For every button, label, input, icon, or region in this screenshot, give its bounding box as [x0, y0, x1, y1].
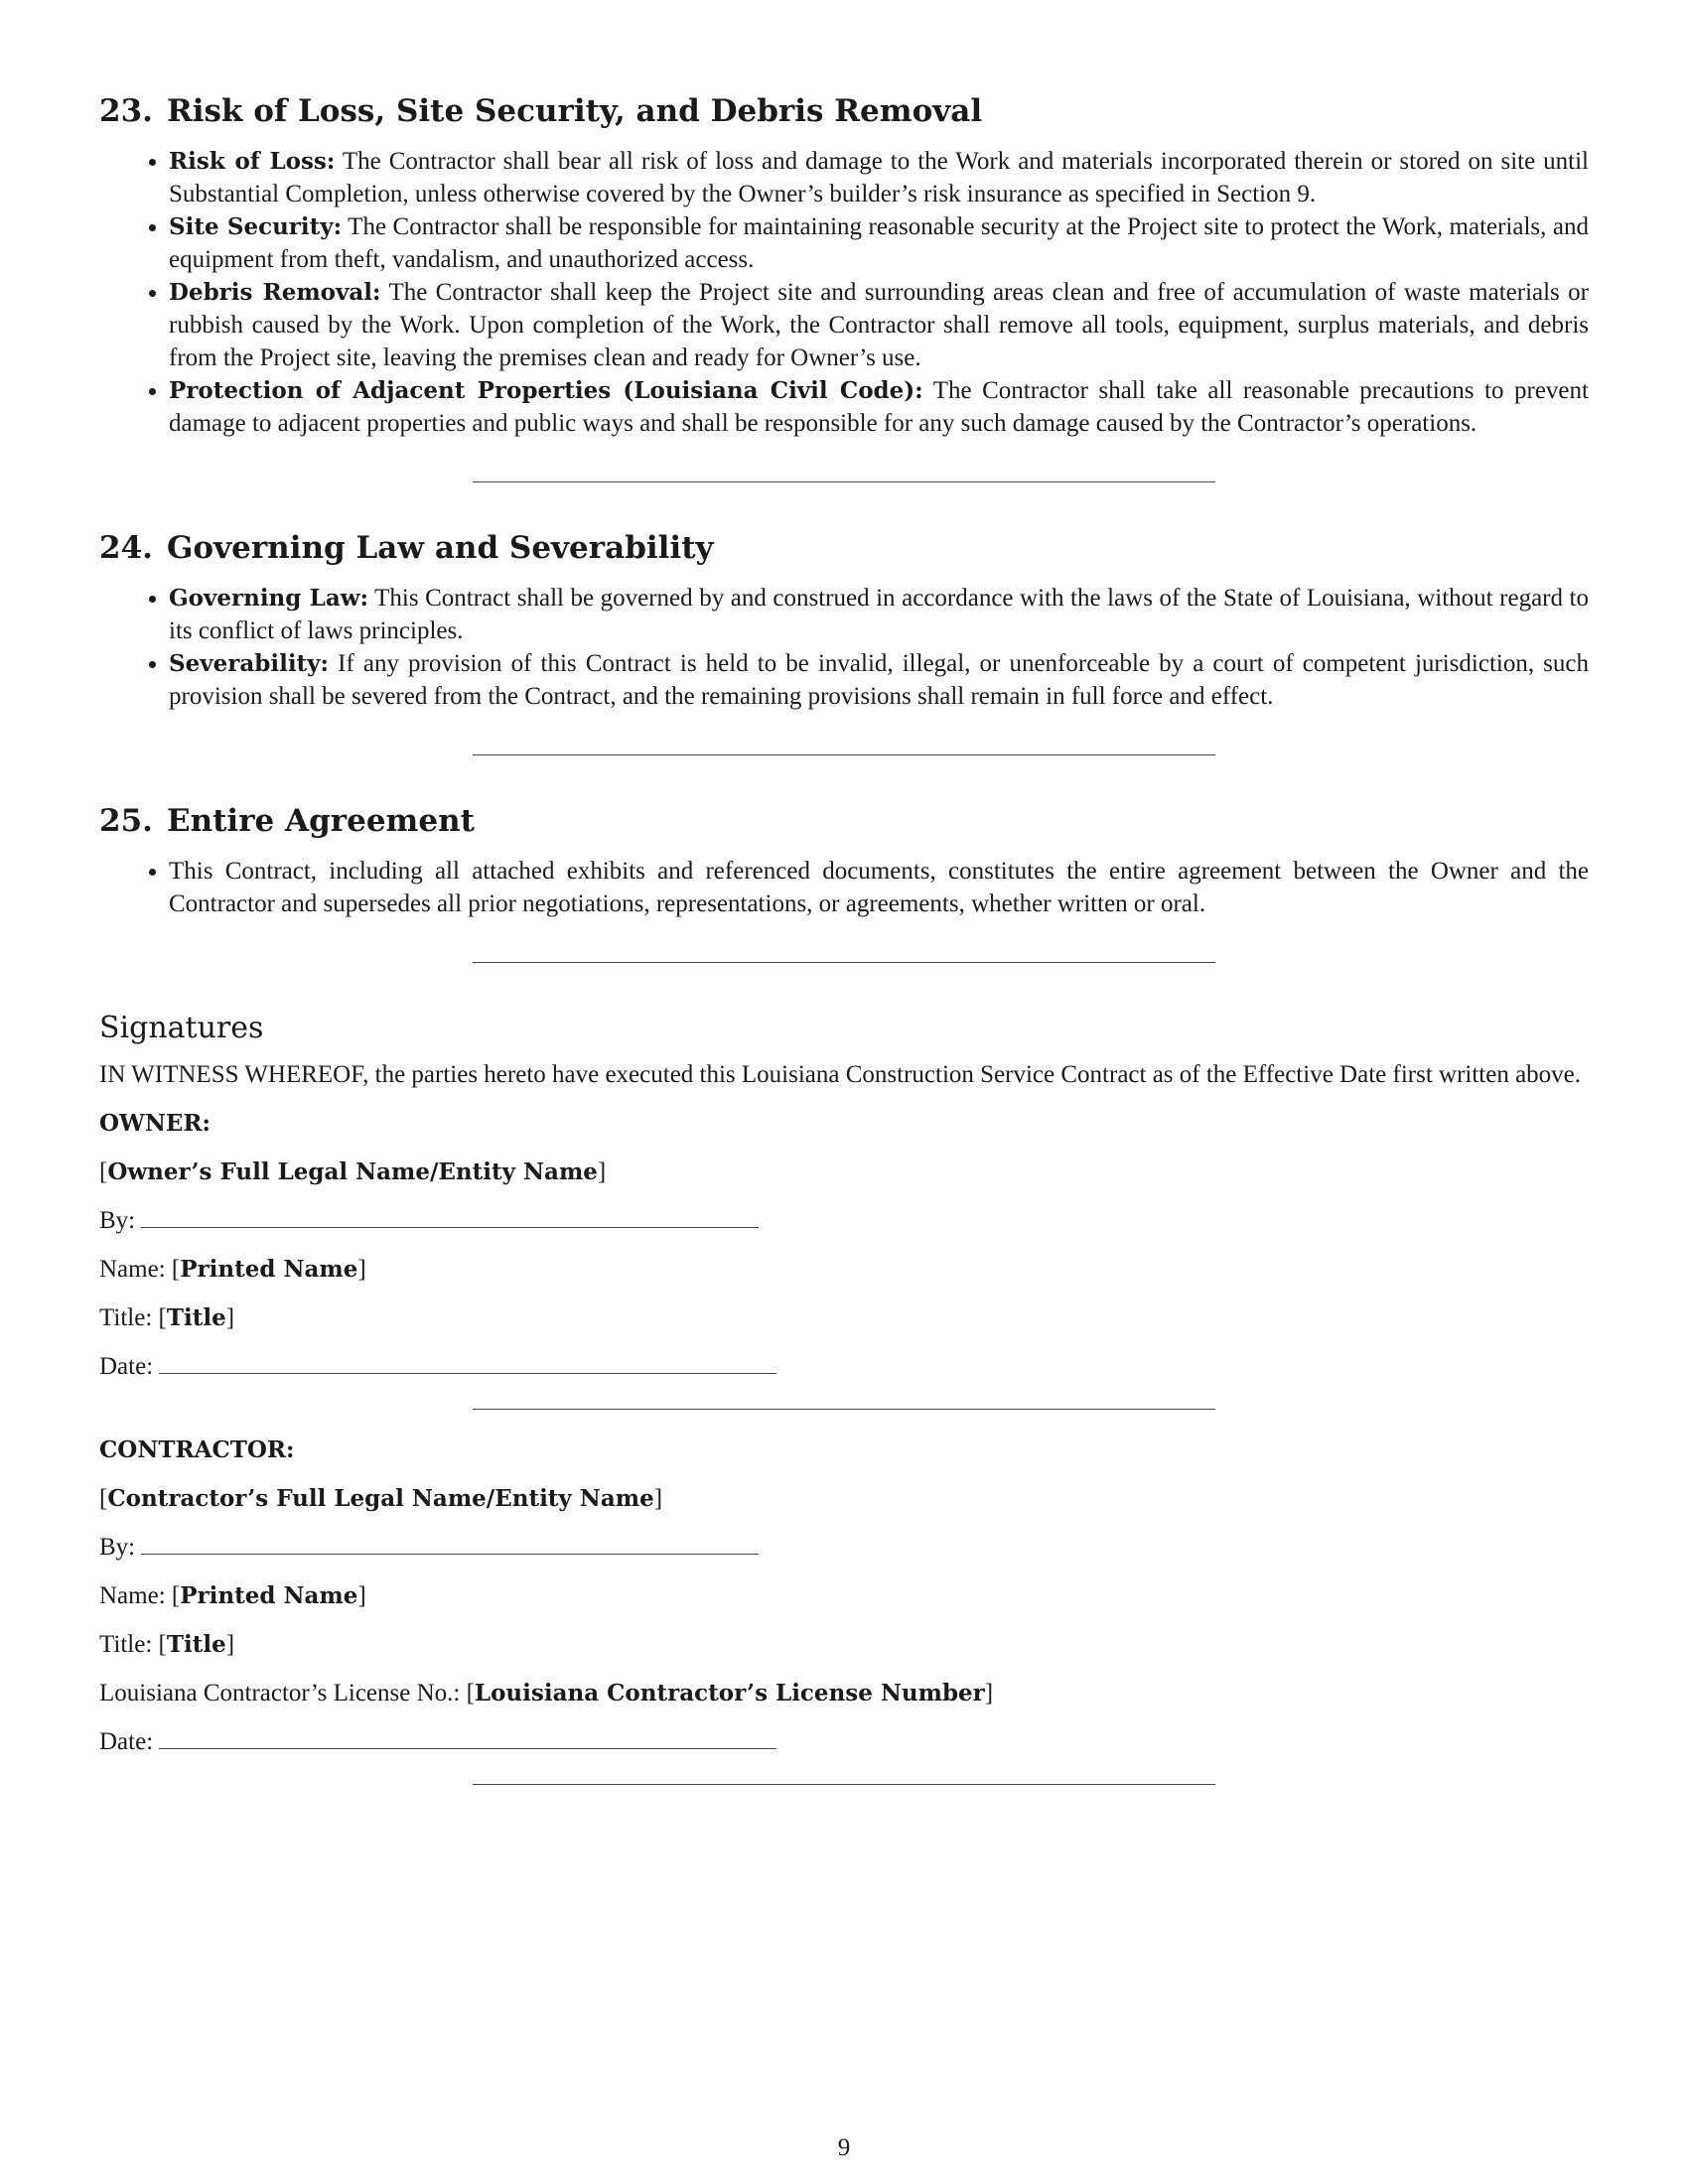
clause-label: Site Security: [169, 213, 343, 240]
list-item [169, 647, 1589, 713]
clause-text: The Contractor shall keep the Project site and surrounding areas clean and free of accumulation of waste materials or rubbish caused by the Work. Upon completion of the Work, the Contractor shall remove all tools, equipment, surplus materials, and debris from the Project site, leaving the premises clean and ready for Owner’s use. [169, 279, 1589, 371]
owner-date-line[interactable] [159, 1353, 776, 1374]
name-label: Name: [99, 1582, 166, 1609]
section-24 [99, 528, 1589, 713]
divider [473, 481, 1215, 482]
section-number: 24. [99, 530, 153, 566]
section-title: Risk of Loss, Site Security, and Debris Removal [166, 93, 983, 129]
list-item [169, 582, 1589, 647]
clause-list [99, 855, 1589, 920]
clause-list [99, 145, 1589, 440]
by-label: By: [99, 1207, 136, 1234]
by-label: By: [99, 1534, 136, 1561]
title-label: Title: [99, 1304, 153, 1331]
section-heading [99, 528, 1589, 568]
name-label: Name: [99, 1256, 166, 1283]
divider [473, 1784, 1215, 1785]
signatures-heading: Signatures [99, 1011, 264, 1045]
owner-block: OWNER: [Owner’s Full Legal Name/Entity Name] By: Name: [Printed Name] Title: [Title] Date: [99, 1107, 1589, 1383]
clause-label: Risk of Loss: [169, 148, 336, 175]
clause-label: Governing Law: [169, 585, 369, 612]
section-25 [99, 801, 1589, 920]
title-label: Title: [99, 1631, 153, 1658]
list-item [169, 855, 1589, 920]
section-title: Entire Agreement [166, 803, 475, 839]
page-number: 9 [837, 2134, 851, 2161]
clause-text: This Contract, including all attached exhibits and referenced documents, constitutes the entire agreement between the Owner and the Contractor and supersedes all prior negotiations, representations, or agreements, whether written or oral. [169, 858, 1589, 917]
clause-text: The Contractor shall be responsible for maintaining reasonable security at the Project site to protect the Work, materials, and equipment from theft, vandalism, and unauthorized access. [169, 213, 1589, 273]
clause-label: Severability: [169, 650, 330, 677]
contractor-printed-name: Printed Name [180, 1582, 358, 1609]
clause-label: Debris Removal: [169, 279, 381, 306]
section-23 [99, 91, 1589, 440]
clause-list [99, 582, 1589, 713]
date-label: Date: [99, 1353, 154, 1380]
list-item [169, 374, 1589, 440]
contractor-party-label: CONTRACTOR: [99, 1436, 295, 1463]
signatures-section [99, 1009, 1589, 1785]
contractor-date-line[interactable] [159, 1728, 776, 1749]
section-heading [99, 91, 1589, 131]
section-number: 23. [99, 93, 153, 129]
clause-text: The Contractor shall take all reasonable precautions to prevent damage to adjacent properties and public ways and shall be responsible for any such damage caused by the Contractor’s operations. [169, 377, 1589, 437]
contractor-signature-line[interactable] [141, 1534, 759, 1555]
divider [473, 962, 1215, 963]
section-title: Governing Law and Severability [166, 530, 714, 566]
clause-text: If any provision of this Contract is held to be invalid, illegal, or unenforceable by a court of competent jurisdiction, such provision shall be severed from the Contract, and the remaining provisions shall remain in full force and effect. [169, 650, 1589, 710]
contractor-title: Title [166, 1631, 226, 1658]
owner-printed-name: Printed Name [180, 1256, 358, 1283]
section-number: 25. [99, 803, 153, 839]
owner-title: Title [166, 1304, 226, 1331]
contractor-license-number: Louisiana Contractor’s License Number [474, 1680, 985, 1706]
contractor-entity-name: Contractor’s Full Legal Name/Entity Name [107, 1485, 654, 1512]
document-page [99, 91, 1589, 1785]
contractor-block: CONTRACTOR: [Contractor’s Full Legal Name/Entity Name] By: Name: [Printed Name] Title: [Title] Louisiana Contractor’s License No.: [Louisiana Contractor’s License Number] Date: [99, 1436, 994, 1755]
date-label: Date: [99, 1728, 154, 1755]
list-item [169, 145, 1589, 210]
divider [473, 1409, 1215, 1410]
list-item [169, 210, 1589, 276]
witness-statement: IN WITNESS WHEREOF, the parties hereto have executed this Louisiana Construction Service Contract as of the Effective Date first written above. [99, 1061, 1582, 1088]
list-item [169, 276, 1589, 374]
owner-signature-line[interactable] [141, 1207, 759, 1228]
section-heading [99, 801, 1589, 841]
license-label: Louisiana Contractor’s License No.: [99, 1680, 461, 1706]
clause-text: This Contract shall be governed by and construed in accordance with the laws of the State of Louisiana, without regard to its conflict of laws principles. [169, 585, 1589, 644]
clause-label: Protection of Adjacent Properties (Louisiana Civil Code): [169, 377, 923, 404]
divider [473, 754, 1215, 755]
owner-entity-name: Owner’s Full Legal Name/Entity Name [107, 1159, 598, 1185]
owner-party-label: OWNER: [99, 1110, 211, 1137]
clause-text: The Contractor shall bear all risk of loss and damage to the Work and materials incorporated therein or stored on site until Substantial Completion, unless otherwise covered by the Owner’s builder’s risk insurance as specified in Section 9. [169, 148, 1590, 207]
